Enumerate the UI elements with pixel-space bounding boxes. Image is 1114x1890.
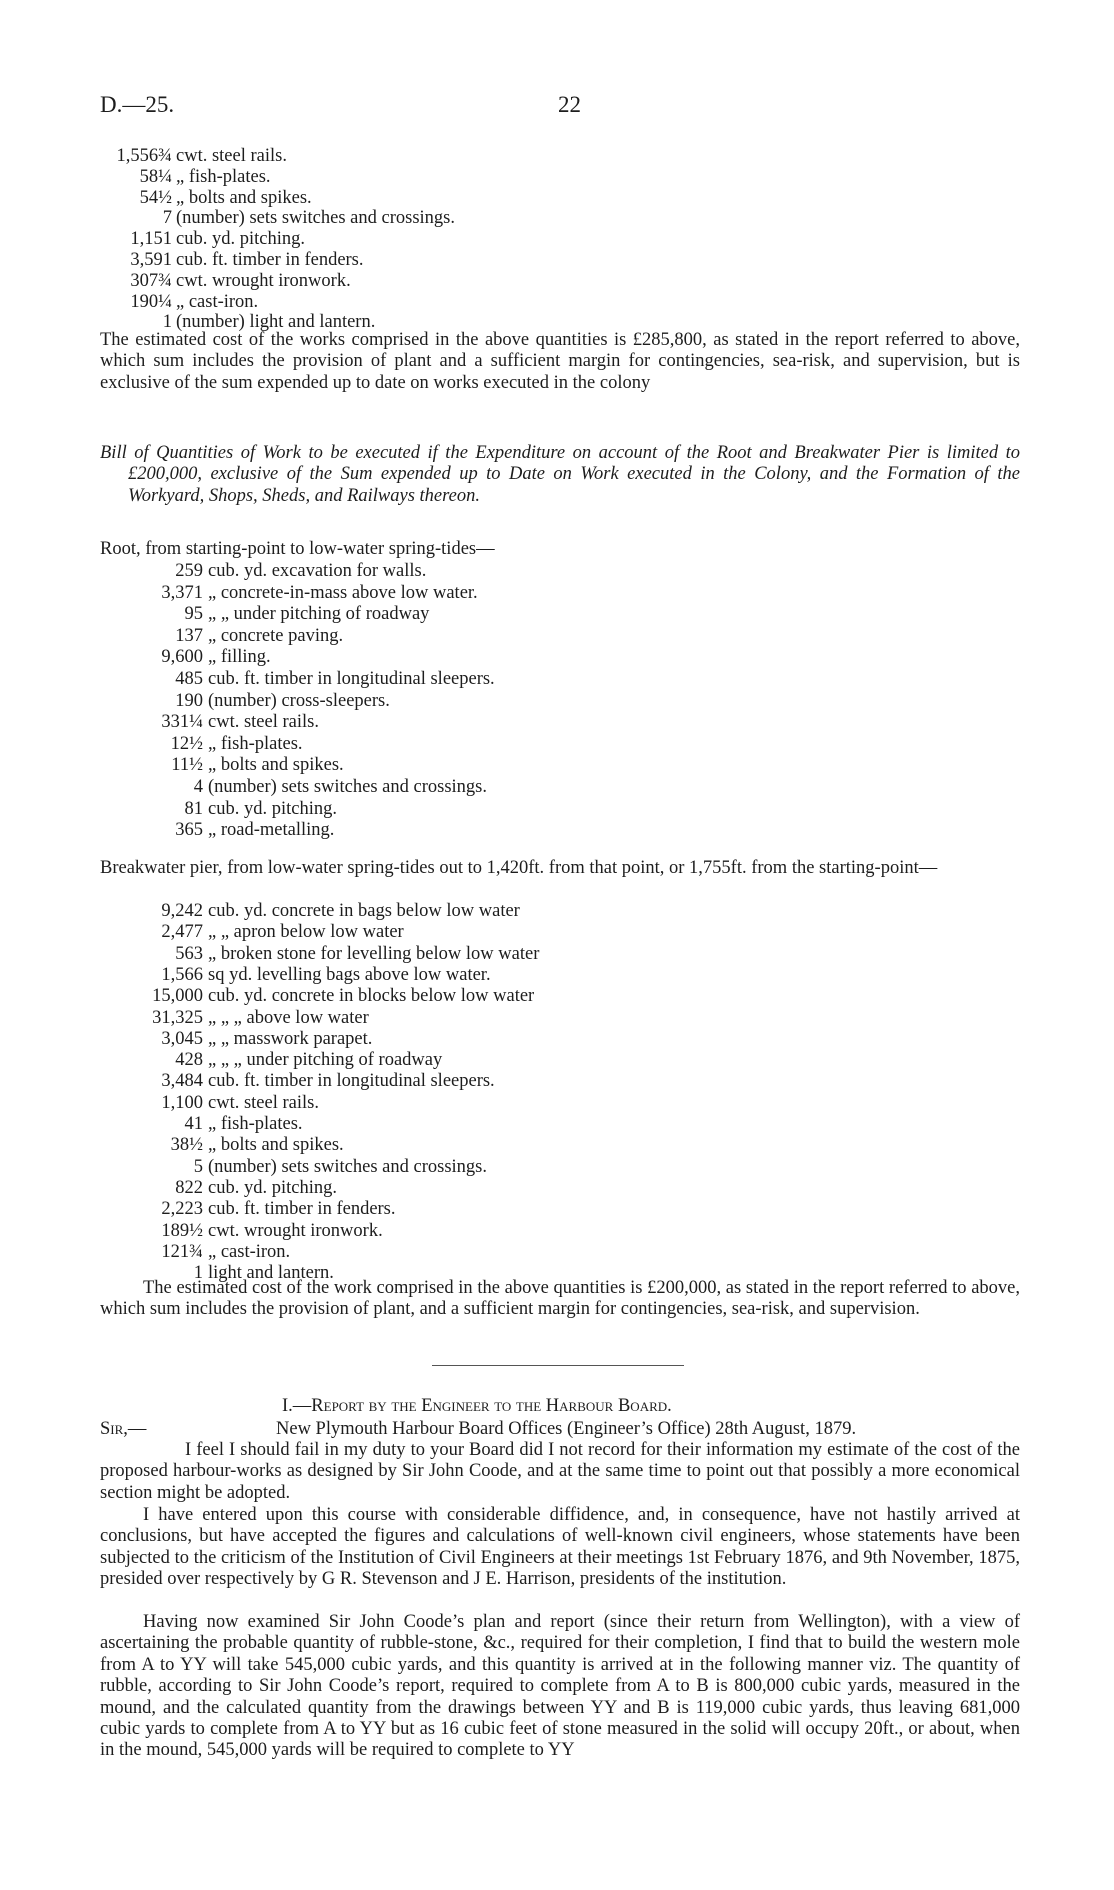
quantity: 15,000	[152, 986, 203, 1007]
quantity: 41	[184, 1114, 203, 1134]
quantity: 1,100	[161, 1092, 203, 1113]
quantity: 190¼	[130, 291, 172, 312]
quantity: 137	[175, 625, 203, 646]
quantity: 2,477	[161, 922, 203, 943]
quantity: 4	[193, 777, 203, 797]
description: cwt. steel rails.	[176, 146, 287, 166]
description: „ fish-plates.	[208, 733, 303, 754]
description: „ bolts and spikes.	[208, 755, 344, 776]
quantity: 9,242	[161, 901, 203, 921]
quantity: 1,566	[161, 964, 203, 985]
description: light and lantern.	[208, 1263, 334, 1284]
report-paragraph-1: I feel I should fail in my duty to your Board did I not record for their information my estimate of the cost of the proposed harbour-works as designed by Sir John Coode, and at the same time to point out that possibly a more economical section might be adopted.	[100, 1440, 1020, 1503]
description: cub. ft. timber in fenders.	[208, 1199, 396, 1220]
description: „ „ under pitching of roadway	[208, 604, 430, 625]
description: „ fish-plates.	[176, 166, 271, 187]
description: „ broken stone for levelling below low water	[208, 943, 540, 964]
description: cub. ft. timber in fenders.	[176, 250, 364, 270]
salutation: Sir,—	[100, 1419, 147, 1439]
description: „ bolts and spikes.	[208, 1135, 344, 1156]
quantity: 31,325	[152, 1007, 203, 1028]
quantity: 1,151	[130, 229, 172, 250]
quantity: 5	[193, 1156, 203, 1177]
root-heading: Root, from starting-point to low-water spring-tides—	[100, 539, 495, 559]
report-paragraph-2: I have entered upon this course with considerable diffidence, and, in consequence, have not hastily arrived at conclusions, but have accepted the figures and calculations of well-known civil engineers, whose statements have been subjected to the criticism of the Institution of Civil Engineers at their meetings 1st February 1876, and 9th November, 1875, presided over respectively by G R. Stevenson and J E. Harrison, presidents of the institution.	[100, 1505, 1020, 1590]
quantity: 81	[184, 798, 203, 819]
page-number: 22	[558, 92, 581, 117]
cost-paragraph-2: The estimated cost of the work comprised in the above quantities is £200,000, as stated in the report referred to above, which sum includes the provision of plant, and a sufficient margin for contingencies, sea-risk, and supervision.	[100, 1278, 1020, 1320]
description: cub. ft. timber in longitudinal sleepers.	[208, 1071, 495, 1092]
quantity: 3,045	[161, 1028, 203, 1049]
description: „ „ masswork parapet.	[208, 1028, 373, 1049]
description: cub. yd. pitching.	[208, 798, 337, 819]
description: cub. yd. excavation for walls.	[208, 561, 427, 581]
quantity: 7	[162, 208, 172, 229]
quantity: 121¾	[161, 1241, 203, 1262]
description: cub. yd. pitching.	[176, 229, 305, 250]
quantity: 54½	[139, 187, 172, 208]
description: „ cast-iron.	[176, 291, 259, 312]
document-reference: D.—25.	[100, 92, 175, 117]
bill-heading: Bill of Quantities of Work to be executed if the Expenditure on account of the Root and Breakwater Pier is limited to £200,000, exclusive of the Sum expended up to Date on Work executed in the Colony, and the Formation of the Workyard, Shops, Sheds, and Railways thereon.	[100, 443, 1020, 506]
quantity: 428	[175, 1050, 203, 1071]
quantity: 38½	[170, 1135, 203, 1156]
description: (number) cross-sleepers.	[208, 690, 390, 711]
quantity: 190	[175, 690, 203, 711]
description: (number) sets switches and crossings.	[208, 1156, 487, 1177]
description: cwt. steel rails.	[208, 712, 319, 733]
description: „ bolts and spikes.	[176, 187, 312, 208]
description: cub. yd. concrete in bags below low water	[208, 901, 520, 921]
quantity: 3,484	[161, 1071, 203, 1092]
description: cwt. steel rails.	[208, 1092, 319, 1113]
quantity: 12½	[170, 733, 203, 754]
quantity: 331¼	[161, 712, 203, 733]
quantity: 822	[175, 1177, 203, 1198]
description: „ filling.	[208, 647, 271, 668]
report-title: I.—Report by the Engineer to the Harbour Board.	[282, 1396, 672, 1416]
description: „ concrete paving.	[208, 625, 344, 646]
quantity: 563	[175, 943, 203, 964]
description: „ road-metalling.	[208, 820, 335, 841]
description: „ fish-plates.	[208, 1114, 303, 1134]
quantity: 3,591	[130, 250, 172, 270]
cost-paragraph-1: The estimated cost of the works comprised in the above quantities is £285,800, as stated in the report referred to above, which sum includes the provision of plant and a sufficient margin for contingencies, sea-risk, and supervision, but is exclusive of the sum expended up to date on works executed in the colony	[100, 330, 1020, 393]
quantity: 58¼	[139, 166, 172, 187]
quantity: 1	[193, 1263, 203, 1284]
address-line: New Plymouth Harbour Board Offices (Engineer’s Office) 28th August, 1879.	[276, 1419, 857, 1439]
quantity: 1,556¾	[116, 146, 172, 166]
description: cub. yd. pitching.	[208, 1177, 337, 1198]
quantity: 189½	[161, 1220, 203, 1241]
section-divider	[432, 1365, 684, 1366]
quantity: 1	[162, 312, 172, 333]
description: „ „ „ under pitching of roadway	[208, 1050, 443, 1071]
quantity: 11½	[171, 755, 203, 776]
description: (number) light and lantern.	[176, 312, 376, 333]
description: (number) sets switches and crossings.	[176, 208, 455, 229]
description: „ concrete-in-mass above low water.	[208, 582, 478, 603]
description: „ cast-iron.	[208, 1241, 291, 1262]
quantity: 485	[175, 669, 203, 689]
quantity: 9,600	[161, 647, 203, 668]
quantity: 3,371	[161, 582, 203, 603]
description: „ „ „ above low water	[208, 1007, 369, 1028]
description: cwt. wrought ironwork.	[208, 1220, 383, 1241]
description: cwt. wrought ironwork.	[176, 270, 351, 291]
description: (number) sets switches and crossings.	[208, 777, 487, 797]
description: cub. ft. timber in longitudinal sleepers.	[208, 669, 495, 689]
quantity: 95	[184, 604, 203, 625]
quantity: 365	[175, 820, 203, 841]
description: sq yd. levelling bags above low water.	[208, 964, 491, 985]
description: „ „ apron below low water	[208, 922, 404, 943]
report-paragraph-3: Having now examined Sir John Coode’s plan and report (since their return from Wellington), with a view of ascertaining the probable quantity of rubble-stone, &c., required for their completion, I find that to build the western mole from A to YY will take 545,000 cubic yards, and this quantity is arrived at in the following manner viz. The quantity of rubble, according to Sir John Coode’s report, required to complete from A to B is 800,000 cubic yards, measured in the mound, and the calculated quantity from the drawings between YY and B is 119,000 cubic yards, thus leaving 681,000 cubic yards to complete from A to YY but as 16 cubic feet of stone measured in the solid will occupy 20ft., or about, when in the mound, 545,000 yards will be required to complete to YY	[100, 1612, 1020, 1761]
quantity: 307¾	[130, 270, 172, 291]
description: cub. yd. concrete in blocks below low water	[208, 986, 535, 1007]
pier-heading: Breakwater pier, from low-water spring-tides out to 1,420ft. from that point, or 1,755ft. from the starting-point—	[100, 858, 938, 878]
quantity: 259	[175, 561, 203, 581]
quantity: 2,223	[161, 1199, 203, 1220]
